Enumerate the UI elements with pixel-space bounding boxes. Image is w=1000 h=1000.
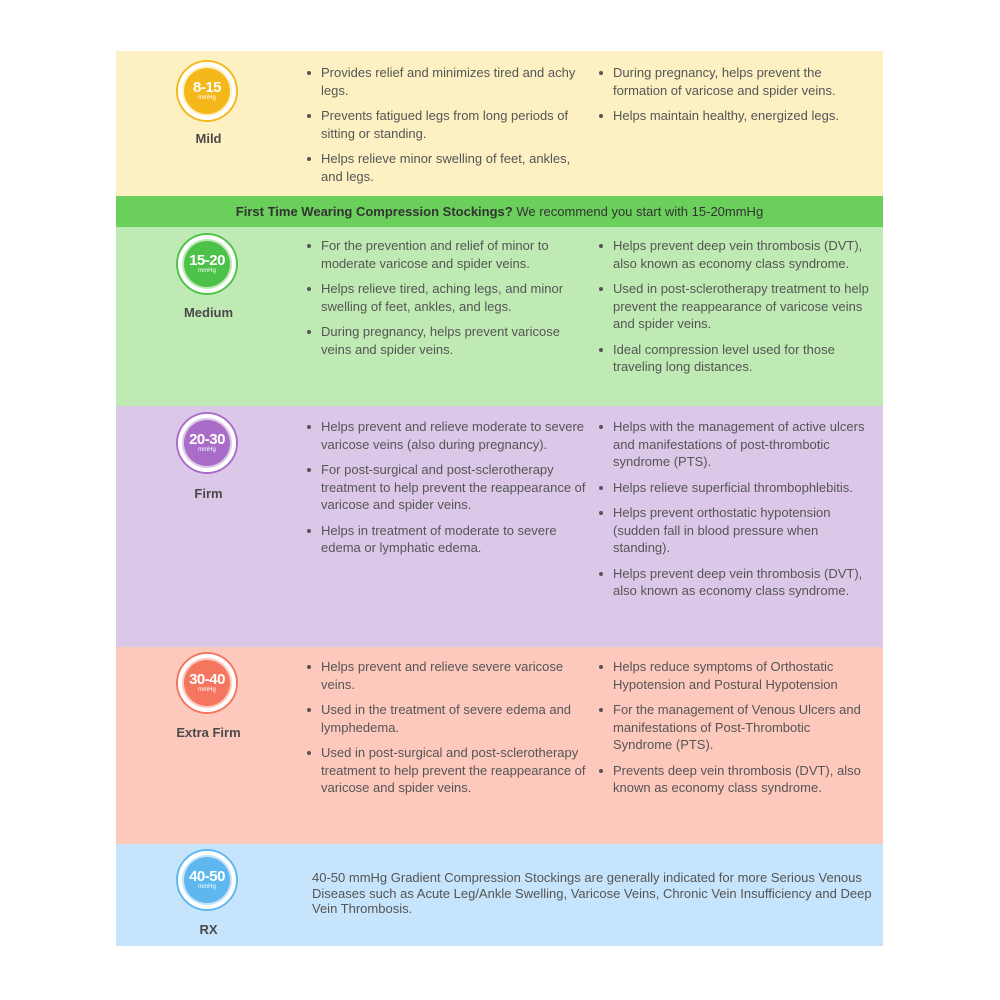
benefit-item: Provides relief and minimizes tired and achy legs.	[306, 64, 586, 99]
benefit-item: Helps prevent and relieve moderate to severe varicose veins (also during pregnancy).	[306, 418, 586, 453]
benefits-list-left	[306, 658, 586, 805]
benefit-item: Helps relieve minor swelling of feet, ankles, and legs.	[306, 150, 586, 185]
pressure-badge	[178, 62, 236, 120]
badge-unit: mmHg	[198, 687, 216, 693]
badge-range: 30-40	[189, 671, 225, 688]
pressure-badge	[178, 235, 236, 293]
level-name: Firm	[194, 486, 223, 501]
level-band-extra-firm	[116, 647, 883, 844]
benefit-item: For post-surgical and post-sclerotherapy treatment to help prevent the reappearance of varicose and spider veins.	[306, 461, 586, 514]
level-band-firm	[116, 406, 883, 647]
level-name: Extra Firm	[176, 725, 241, 740]
benefit-item: Helps prevent deep vein thrombosis (DVT), also known as economy class syndrome.	[598, 565, 872, 600]
benefit-item: Helps prevent and relieve severe varicose veins.	[306, 658, 586, 693]
benefit-item: Used in the treatment of severe edema and lymphedema.	[306, 701, 586, 736]
level-name: Medium	[183, 305, 234, 320]
benefit-item: Helps maintain healthy, energized legs.	[598, 107, 872, 125]
pressure-badge	[178, 654, 236, 712]
benefit-item: Helps relieve superficial thrombophlebitis.	[598, 479, 872, 497]
banner-question: First Time Wearing Compression Stockings?	[235, 204, 513, 219]
benefits-list-left	[306, 64, 586, 193]
benefits-list-right	[598, 658, 872, 805]
benefit-item: Used in post-sclerotherapy treatment to help prevent the reappearance of varicose veins and spider veins.	[598, 280, 872, 333]
level-name: RX	[199, 922, 218, 937]
level-name: Mild	[195, 131, 222, 146]
benefit-item: Helps with the management of active ulcers and manifestations of post-thrombotic syndrome (PTS).	[598, 418, 872, 471]
pressure-badge	[178, 414, 236, 472]
benefits-list-left	[306, 237, 586, 366]
benefit-item: Helps in treatment of moderate to severe edema or lymphatic edema.	[306, 522, 586, 557]
level-band-rx	[116, 844, 883, 946]
benefit-item: Helps prevent deep vein thrombosis (DVT), also known as economy class syndrome.	[598, 237, 872, 272]
level-band-mild	[116, 51, 883, 196]
badge-unit: mmHg	[198, 268, 216, 274]
recommendation-banner	[116, 196, 883, 227]
benefit-item: Prevents deep vein thrombosis (DVT), also known as economy class syndrome.	[598, 762, 872, 797]
benefit-item: Helps prevent orthostatic hypotension (sudden fall in blood pressure when standing).	[598, 504, 872, 557]
badge-unit: mmHg	[198, 884, 216, 890]
benefit-item: Helps reduce symptoms of Orthostatic Hypotension and Postural Hypotension	[598, 658, 872, 693]
benefit-item: Used in post-surgical and post-sclerotherapy treatment to help prevent the reappearance of varicose and spider veins.	[306, 744, 586, 797]
rx-description: 40-50 mmHg Gradient Compression Stockings are generally indicated for more Serious Venous Diseases such as Acute Leg/Ankle Swelling, Varicose Veins, Chronic Vein Insufficiency and Deep Vein Thrombosis.	[312, 870, 872, 916]
level-band-medium	[116, 227, 883, 406]
benefits-list-right	[598, 418, 872, 608]
benefits-list-right	[598, 237, 872, 384]
badge-range: 8-15	[192, 79, 222, 96]
benefit-item: For the prevention and relief of minor to moderate varicose and spider veins.	[306, 237, 586, 272]
badge-range: 20-30	[189, 431, 225, 448]
benefits-list-left	[306, 418, 586, 565]
badge-unit: mmHg	[198, 95, 216, 101]
benefit-item: Prevents fatigued legs from long periods of sitting or standing.	[306, 107, 586, 142]
banner-recommendation: We recommend you start with 15-20mmHg	[512, 204, 764, 219]
benefit-item: Helps relieve tired, aching legs, and minor swelling of feet, ankles, and legs.	[306, 280, 586, 315]
compression-levels-chart	[116, 51, 883, 946]
benefit-item: During pregnancy, helps prevent the formation of varicose and spider veins.	[598, 64, 872, 99]
benefit-item: Ideal compression level used for those traveling long distances.	[598, 341, 872, 376]
benefits-list-right	[598, 64, 872, 133]
benefit-item: For the management of Venous Ulcers and manifestations of Post-Thrombotic Syndrome (PTS).	[598, 701, 872, 754]
benefit-item: During pregnancy, helps prevent varicose veins and spider veins.	[306, 323, 586, 358]
badge-range: 15-20	[189, 252, 225, 269]
pressure-badge	[178, 851, 236, 909]
badge-unit: mmHg	[198, 447, 216, 453]
badge-range: 40-50	[189, 868, 225, 885]
